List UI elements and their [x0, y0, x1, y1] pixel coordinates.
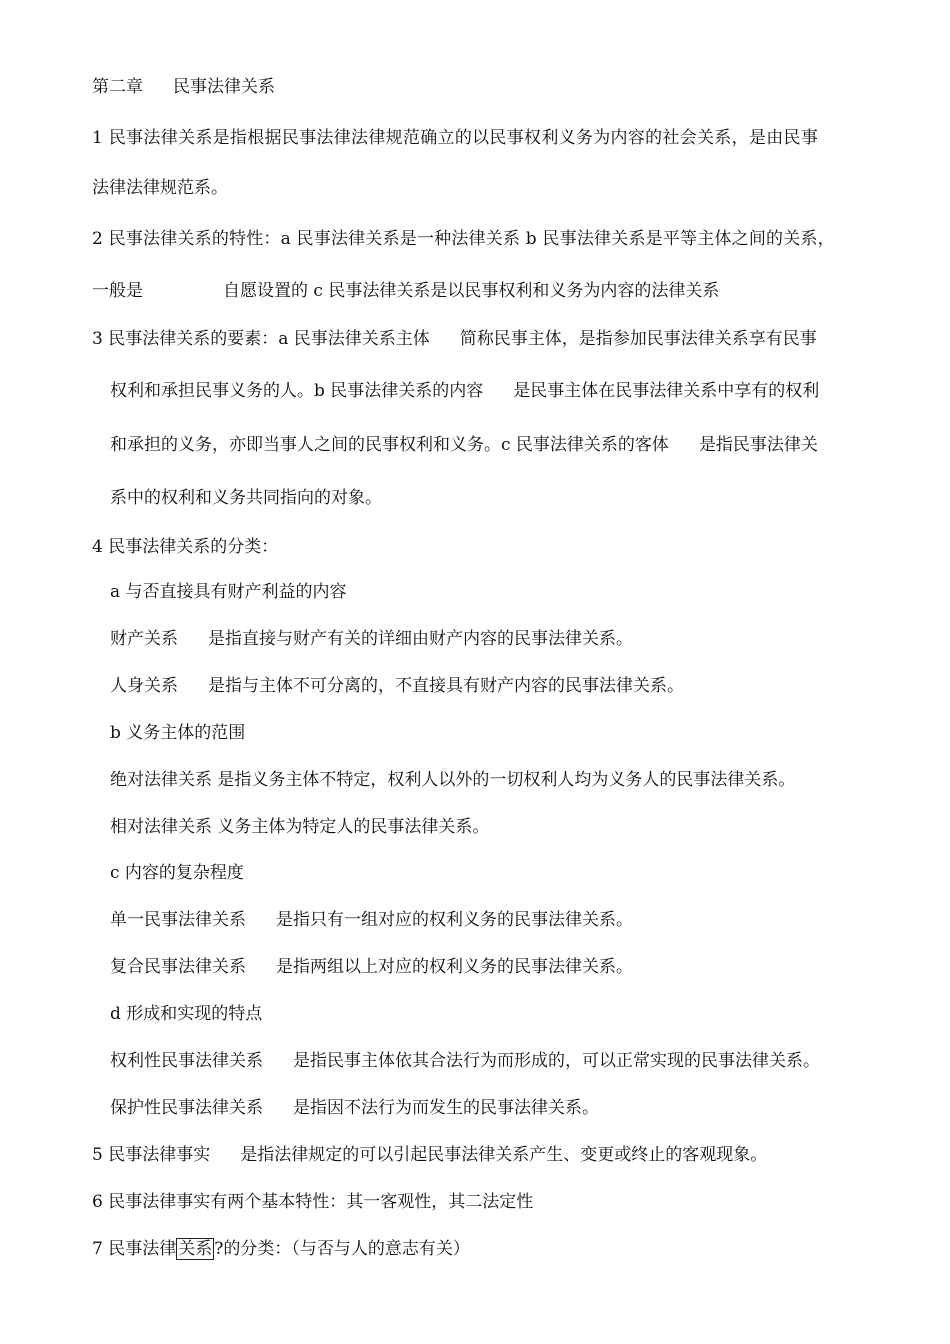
paragraph-2-line-1: 2 民事法律关系的特性：a 民事法律关系是一种法律关系 b 民事法律关系是平等主体之间的关系，	[92, 229, 835, 249]
paragraph-3-part-5: 和承担的义务，亦即当事人之间的民事权利和义务。c 民事法律关系的客体	[110, 435, 669, 455]
term: 保护性民事法律关系	[110, 1098, 263, 1118]
term: 人身关系	[110, 676, 178, 696]
category-d-item-2	[110, 1097, 599, 1119]
category-a-item-1	[110, 628, 633, 650]
category-d-item-1	[110, 1050, 820, 1072]
paragraph-3-line-3	[110, 434, 818, 456]
definition: 是指与主体不可分离的，不直接具有财产内容的民事法律关系。	[208, 676, 684, 696]
paragraph-3-part-4: 是民事主体在民事法律关系中享有的权利	[513, 381, 820, 401]
paragraph-7-lead: 7 民事法律	[92, 1239, 177, 1259]
chapter-title: 民事法律关系	[173, 77, 275, 97]
term: 权利性民事法律关系	[110, 1051, 263, 1071]
paragraph-6: 6 民事法律事实有两个基本特性：其一客观性，其二法定性	[92, 1192, 534, 1212]
term: 财产关系	[110, 629, 178, 649]
paragraph-1-line-1: 1 民事法律关系是指根据民事法律法律规范确立的以民事权利义务为内容的社会关系，是由民事	[92, 128, 819, 148]
category-d-heading: d 形成和实现的特点	[110, 1004, 263, 1024]
category-c-item-1	[110, 909, 633, 931]
chapter-number: 第二章	[92, 77, 143, 97]
category-a-item-2	[110, 675, 684, 697]
category-c-item-2	[110, 956, 633, 978]
paragraph-3-part-3: 权利和承担民事义务的人。b 民事法律关系的内容	[110, 381, 484, 401]
paragraph-2-rest: 自愿设置的 c 民事法律关系是以民事权利和义务为内容的法律关系	[223, 281, 720, 301]
term: 复合民事法律关系	[110, 957, 246, 977]
paragraph-3-part-2: 简称民事主体，是指参加民事法律关系享有民事	[459, 329, 817, 349]
paragraph-2-lead: 一般是	[92, 281, 143, 301]
paragraph-2-line-2	[92, 280, 719, 302]
paragraph-3-line-2	[110, 380, 819, 402]
paragraph-5	[92, 1144, 767, 1166]
definition: 是指因不法行为而发生的民事法律关系。	[293, 1098, 599, 1118]
paragraph-7	[92, 1238, 470, 1260]
term: 5 民事法律事实	[92, 1145, 211, 1165]
definition: 是指只有一组对应的权利义务的民事法律关系。	[276, 910, 633, 930]
boxed-term: 关系	[178, 1239, 213, 1259]
definition: 是指法律规定的可以引起民事法律关系产生、变更或终止的客观现象。	[240, 1145, 768, 1165]
category-b-heading: b 义务主体的范围	[110, 723, 246, 743]
category-a-heading: a 与否直接具有财产利益的内容	[110, 582, 347, 602]
paragraph-3-line-4: 系中的权利和义务共同指向的对象。	[110, 488, 382, 508]
chapter-heading	[92, 76, 275, 98]
paragraph-3-line-1	[92, 328, 817, 350]
definition: 是指两组以上对应的权利义务的民事法律关系。	[276, 957, 633, 977]
definition: 是指民事主体依其合法行为而形成的，可以正常实现的民事法律关系。	[293, 1051, 820, 1071]
category-b-item-2: 相对法律关系 义务主体为特定人的民事法律关系。	[110, 817, 490, 837]
paragraph-4-heading: 4 民事法律关系的分类：	[92, 537, 279, 557]
paragraph-3-part-1: 3 民事法律关系的要素：a 民事法律关系主体	[92, 329, 430, 349]
paragraph-3-part-6: 是指民事法律关	[698, 435, 818, 455]
paragraph-1-line-2: 法律法律规范系。	[92, 178, 228, 198]
category-b-item-1: 绝对法律关系 是指义务主体不特定，权利人以外的一切权利人均为义务人的民事法律关系。	[110, 770, 796, 790]
term: 单一民事法律关系	[110, 910, 246, 930]
definition: 是指直接与财产有关的详细由财产内容的民事法律关系。	[208, 629, 633, 649]
category-c-heading: c 内容的复杂程度	[110, 863, 244, 883]
paragraph-7-rest: ?的分类：（与否与人的意志有关）	[214, 1239, 470, 1259]
